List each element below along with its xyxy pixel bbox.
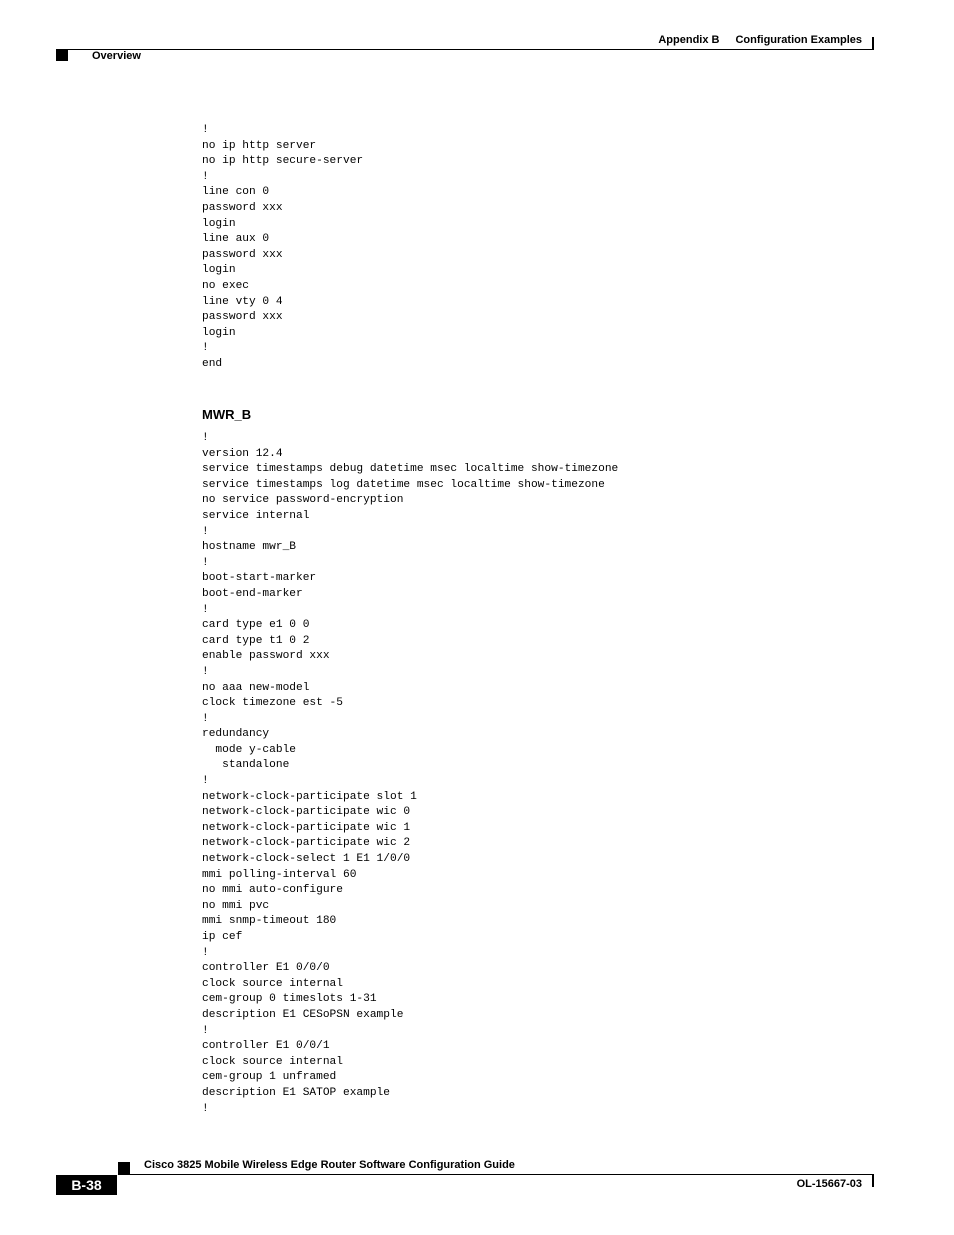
footer-marker: [118, 1162, 130, 1174]
header-marker: [56, 50, 68, 61]
header-rule: [56, 49, 874, 50]
config-code-block-1: ! no ip http server no ip http secure-server ! line con 0 password xxx login line aux 0 password xxx login no exec line vty 0 4 password xxx login ! end: [202, 124, 364, 370]
header-section: Overview: [92, 50, 141, 62]
footer-guide-title: Cisco 3825 Mobile Wireless Edge Router Software Configuration Guide: [144, 1159, 515, 1171]
running-header: [658, 34, 862, 46]
header-title: Configuration Examples: [735, 34, 862, 46]
page-number: B-38: [56, 1175, 117, 1195]
header-chapter: Appendix B: [658, 34, 720, 46]
section-heading: MWR_B: [202, 407, 252, 422]
config-code-block-2: ! version 12.4 service timestamps debug datetime msec localtime show-timezone service timestamps log datetime msec localtime show-timezone no service password-encryption service internal ! hostname mwr_B ! boot-start-marker boot-end-marker ! card type e1 0 0 card type t1 0 2 enable password xxx ! no aaa new-model clock timezone est -5 ! redundancy mode y-cable standalone ! network-clock-participate slot 1 network-clock-participate wic 0 network-clock-participate wic 1 network-clock-participate wic 2 network-clock-select 1 E1 1/0/0 mmi polling-interval 60 no mmi auto-configure no mmi pvc mmi snmp-timeout 180 ip cef ! controller E1 0/0/0 clock source internal cem-group 0 timeslots 1-31 description E1 CESoPSN example ! controller E1 0/0/1 clock source internal cem-group 1 unframed description E1 SATOP example !: [202, 432, 619, 1115]
footer-tick: [872, 1175, 874, 1187]
doc-number: OL-15667-03: [796, 1178, 862, 1190]
footer-rule: [118, 1174, 874, 1175]
